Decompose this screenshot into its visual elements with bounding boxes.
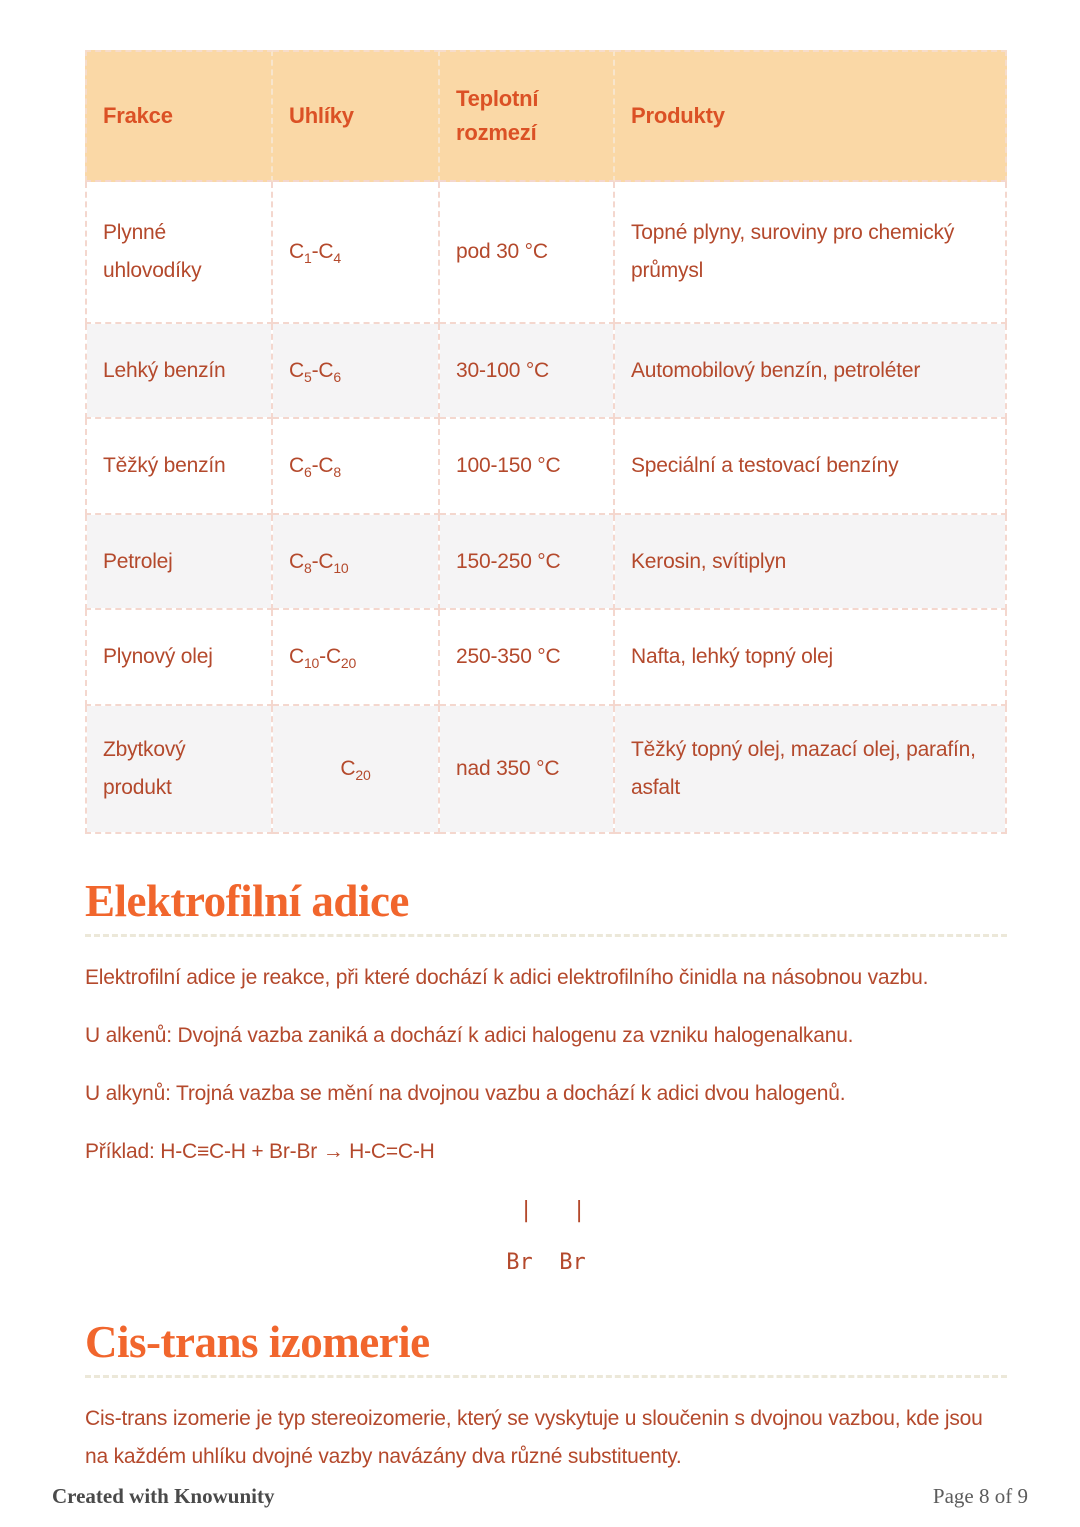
fractions-table (85, 50, 1007, 834)
cell-temp-range: 250-350 °C (440, 610, 615, 706)
structure-atoms-line: Br Br (506, 1250, 586, 1275)
paragraph: Příklad: H-C≡C-H + Br-Br → H-C=C-H (85, 1140, 435, 1163)
chemical-structure (85, 1185, 1007, 1289)
table-row (85, 610, 1007, 706)
carbon-symbol: -C (311, 240, 334, 263)
cell-fraction: Plynné uhlovodíky (85, 182, 273, 324)
carbon-subscript: 10 (303, 655, 320, 672)
cell-carbons (273, 706, 440, 834)
carbon-subscript: 20 (340, 655, 357, 672)
carbon-symbol: C (340, 757, 356, 780)
cell-products: Těžký topný olej, mazací olej, parafín, asfalt (615, 706, 1007, 834)
table-row (85, 182, 1007, 324)
table-row (85, 324, 1007, 419)
created-with-label: Created with Knowunity (52, 1484, 275, 1508)
structure-bond-line: | | (506, 1198, 586, 1223)
heading-rule (85, 878, 1007, 937)
carbon-symbol: -C (311, 549, 334, 573)
carbon-symbol: -C (311, 358, 334, 382)
carbon-subscript: 4 (333, 250, 341, 267)
cell-carbons (273, 515, 440, 610)
cell-products: Speciální a testovací benzíny (615, 419, 1007, 515)
carbon-symbol: -C (311, 454, 334, 477)
carbon-symbol: C (289, 454, 304, 477)
carbon-symbol: C (289, 645, 304, 668)
cell-products: Kerosin, svítiplyn (615, 515, 1007, 610)
table-header-row (85, 50, 1007, 182)
carbon-subscript: 6 (303, 464, 312, 481)
section-cis-trans-izomerie (85, 1319, 1007, 1476)
carbon-subscript: 1 (303, 250, 312, 267)
cell-products: Automobilový benzín, petroléter (615, 324, 1007, 419)
cell-carbons (273, 182, 440, 324)
paragraph: Cis-trans izomerie je typ stereoizomerie, který se vyskytuje u sloučenin s dvojnou vazbou, kde jsou na každém uhlíku dvojné vazby navázány dva různé substituenty. (85, 1407, 983, 1468)
page-footer (52, 1484, 1028, 1509)
cell-temp-range: pod 30 °C (440, 182, 615, 324)
column-header-produkty: Produkty (615, 50, 1007, 182)
cell-temp-range: 100-150 °C (440, 419, 615, 515)
section-elektrofilni-adice (85, 878, 1007, 1289)
table-row (85, 515, 1007, 610)
cell-fraction: Zbytkový produkt (85, 706, 273, 834)
carbon-symbol: C (289, 240, 304, 263)
carbon-subscript: 20 (355, 767, 371, 784)
paragraph: U alkenů: Dvojná vazba zaniká a dochází k adici halogenu za vzniku halogenalkanu. (85, 1024, 854, 1047)
carbon-symbol: -C (319, 645, 341, 668)
carbon-subscript: 5 (303, 368, 312, 385)
cell-fraction: Petrolej (85, 515, 273, 610)
cell-temp-range: 150-250 °C (440, 515, 615, 610)
cell-carbons (273, 610, 440, 706)
cell-temp-range: 30-100 °C (440, 324, 615, 419)
cell-fraction: Těžký benzín (85, 419, 273, 515)
column-header-teplotni: Teplotní rozmezí (440, 50, 615, 182)
cell-products: Topné plyny, suroviny pro chemický průmysl (615, 182, 1007, 324)
cell-carbons (273, 324, 440, 419)
cell-products: Nafta, lehký topný olej (615, 610, 1007, 706)
carbon-subscript: 8 (303, 559, 312, 576)
paragraph: Elektrofilní adice je reakce, při které dochází k adici elektrofilního činidla na násobnou vazbu. (85, 966, 929, 989)
cell-carbons (273, 419, 440, 515)
cell-temp-range: nad 350 °C (440, 706, 615, 834)
heading-rule (85, 1319, 1007, 1378)
column-header-uhliky: Uhlíky (273, 50, 440, 182)
cell-fraction: Lehký benzín (85, 324, 273, 419)
table-row (85, 419, 1007, 515)
table-row (85, 706, 1007, 834)
carbon-subscript: 8 (333, 464, 341, 481)
page-number: Page 8 of 9 (932, 1484, 1028, 1508)
carbon-subscript: 6 (333, 368, 341, 385)
section-heading: Elektrofilní adice (85, 876, 409, 926)
column-header-frakce: Frakce (85, 50, 273, 182)
carbon-symbol: C (289, 358, 304, 382)
carbon-subscript: 10 (333, 559, 349, 576)
cell-fraction: Plynový olej (85, 610, 273, 706)
section-heading: Cis-trans izomerie (85, 1317, 430, 1367)
paragraph: U alkynů: Trojná vazba se mění na dvojnou vazbu a dochází k adici dvou halogenů. (85, 1082, 846, 1105)
carbon-symbol: C (289, 549, 304, 573)
